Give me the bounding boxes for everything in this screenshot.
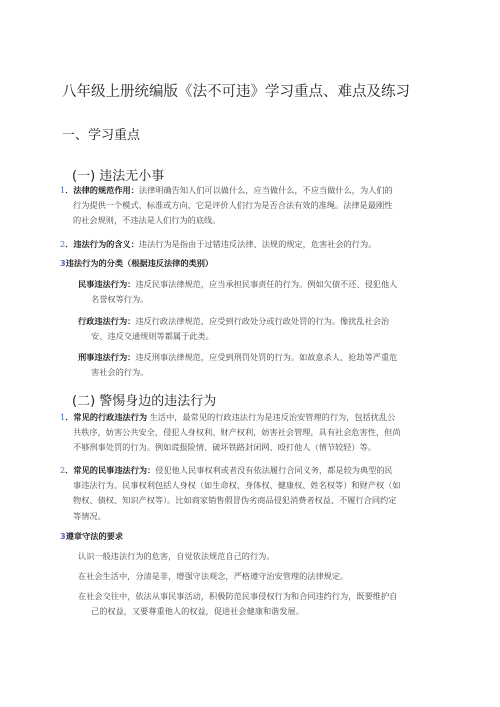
item-label: 刑事违法行为： (78, 352, 136, 362)
text-line: 己的权益，又要尊重他人的权益，促进社会健康和谐发展。 (91, 606, 304, 617)
text-line: 违法行为是指由于过错违反法律、法规的规定，危害社会的行为。 (138, 239, 377, 249)
item-number: 3 (60, 258, 66, 268)
paragraph-legal-norms (60, 183, 393, 229)
paragraph-civil-violation (78, 277, 397, 307)
text-line: 违反行政法律规范，应受到行政处分或行政处罚的行为。像扰乱社会治 (135, 316, 390, 326)
heading-text: 遵章守法的要求 (65, 531, 124, 541)
item-number: 1 (60, 185, 66, 195)
text-line: 认识一般违法行为的危害，自觉依法规范自己的行为。 (78, 551, 275, 561)
text-line: 害社会的行为。 (91, 367, 149, 378)
subsection-heading-1: (一) 违法无小事 (72, 169, 165, 184)
text-line: 在社会交往中，依法从事民事活动，积极防范民事侵权行为和合同违约行为，既要维护自 (78, 591, 398, 601)
paragraph-criminal-violation (78, 350, 397, 380)
item-label: ．法律的规范作用： (65, 185, 139, 195)
text-line: 违反刑事法律规范，应受到刑罚处罚的行为。如故意杀人、抢劫等严重危 (135, 352, 398, 362)
text-line: 违反民事法律规范，应当承担民事责任的行为。例如欠债不还、侵犯他人 (135, 279, 398, 289)
text-line: 不够刑事处罚的行为。例如谎报险情、破坏铁路封闭网、殴打他人（情节较轻）等。 (73, 442, 376, 453)
text-line: 名誉权等行为。 (91, 294, 149, 305)
classification-heading (60, 258, 213, 269)
paragraph-civil-common (60, 463, 401, 524)
text-line: 侵犯他人民事权利或者没有依法履行合同义务，都是较为典型的民 (155, 465, 393, 475)
text-line: 行为提供一个模式、标准或方向，它是评价人们行为是否合法有效的准绳。法律是最刚性 (73, 200, 393, 211)
paragraph-illegal-act-definition (60, 237, 376, 252)
subsection-heading-2: (二) 警惕身边的违法行为 (72, 394, 217, 409)
item-label: 民事违法行为： (78, 279, 136, 289)
text-line: 共秩序，妨害公共安全，侵犯人身权利、财产权利，妨害社会管理，具有社会危害性，但尚 (73, 427, 401, 438)
text-line: 的社会规则，不违法是人们行为的底线。 (73, 215, 221, 226)
text-line: 生活中，最常见的行政违法行为是违反治安管理的行为，包括扰乱公 (149, 412, 396, 422)
item-label: ．常见的民事违法行为： (65, 465, 156, 475)
item-number: 1 (60, 412, 66, 422)
item-label: ．常见的行政违法行为 (65, 412, 148, 422)
text-line: 等情况。 (73, 510, 106, 521)
text-line: 在社会生活中，分清是非，增强守法观念，严格遵守治安管理的法律规定。 (78, 571, 349, 581)
paragraph-administrative-violation (78, 314, 389, 344)
item-label: 行政违法行为： (78, 316, 136, 326)
paragraph-administrative-common (60, 410, 401, 456)
document-title: 八年级上册统编版《法不可违》学习重点、难点及练习 (62, 84, 410, 100)
text-line: 事违法行为。民事权利包括人身权（如生命权、身体权、健康权、姓名权等）和财产权（如 (73, 480, 401, 491)
item-label: ．违法行为的含义： (65, 239, 139, 249)
text-line: 法律明确告知人们可以做什么，应当做什么，不应当做什么，为人们的 (138, 185, 393, 195)
paragraph-requirement-1 (78, 549, 275, 564)
text-line: 安、违反交通规则等都属于此类。 (91, 331, 214, 342)
item-number: 3 (60, 531, 66, 541)
paragraph-requirement-2 (78, 569, 348, 584)
paragraph-requirement-3 (78, 589, 397, 619)
section-heading-key-points: 一、学习重点 (62, 128, 141, 143)
item-number: 2 (60, 239, 66, 249)
text-line: 物权、债权、知识产权等）。比如商家销售假冒伪劣商品侵犯消费者权益、不履行合同约定 (73, 495, 397, 506)
law-requirements-heading (60, 531, 123, 542)
item-number: 2 (60, 465, 66, 475)
heading-text: 违法行为的分类（根据违反法律的类别） (65, 258, 214, 268)
